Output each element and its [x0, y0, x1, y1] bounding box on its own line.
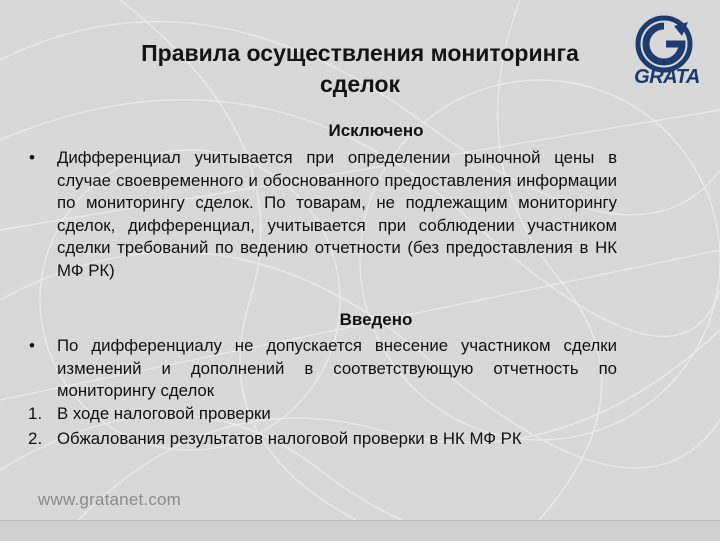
footer-bar: [0, 520, 720, 541]
numbered-item-text: Обжалования результатов налоговой проверки в НК МФ РК: [57, 429, 522, 448]
number-marker: 1.: [28, 404, 43, 423]
slide-title: Правила осуществления мониторинга сделок: [141, 40, 579, 97]
number-marker: 2.: [28, 429, 43, 448]
bullet-marker: •: [29, 336, 35, 355]
numbered-item-text: В ходе налоговой проверки: [57, 404, 271, 423]
logo-wordmark: GRATA: [634, 66, 700, 88]
footer-website-link[interactable]: www.gratanet.com: [38, 490, 182, 509]
bullet-marker: •: [29, 148, 35, 167]
heading-introduced: Введено: [339, 310, 413, 329]
heading-excluded: Исключено: [328, 121, 424, 140]
excluded-paragraph: Дифференциал учитывается при определении рыночной цены в случае своевременного и обоснованного предоставления информации по мониторингу сделок. По товарам, не подлежащим мониторингу сделок, дифференциал, учитывается при соблюдении участником сделки требований по ведению отчетности (без предоставления в НК МФ РК): [57, 148, 617, 280]
introduced-paragraph: По дифференциалу не допускается внесение участником сделки изменений и дополнений в соответствующую отчетность по мониторингу сделок: [57, 336, 617, 400]
